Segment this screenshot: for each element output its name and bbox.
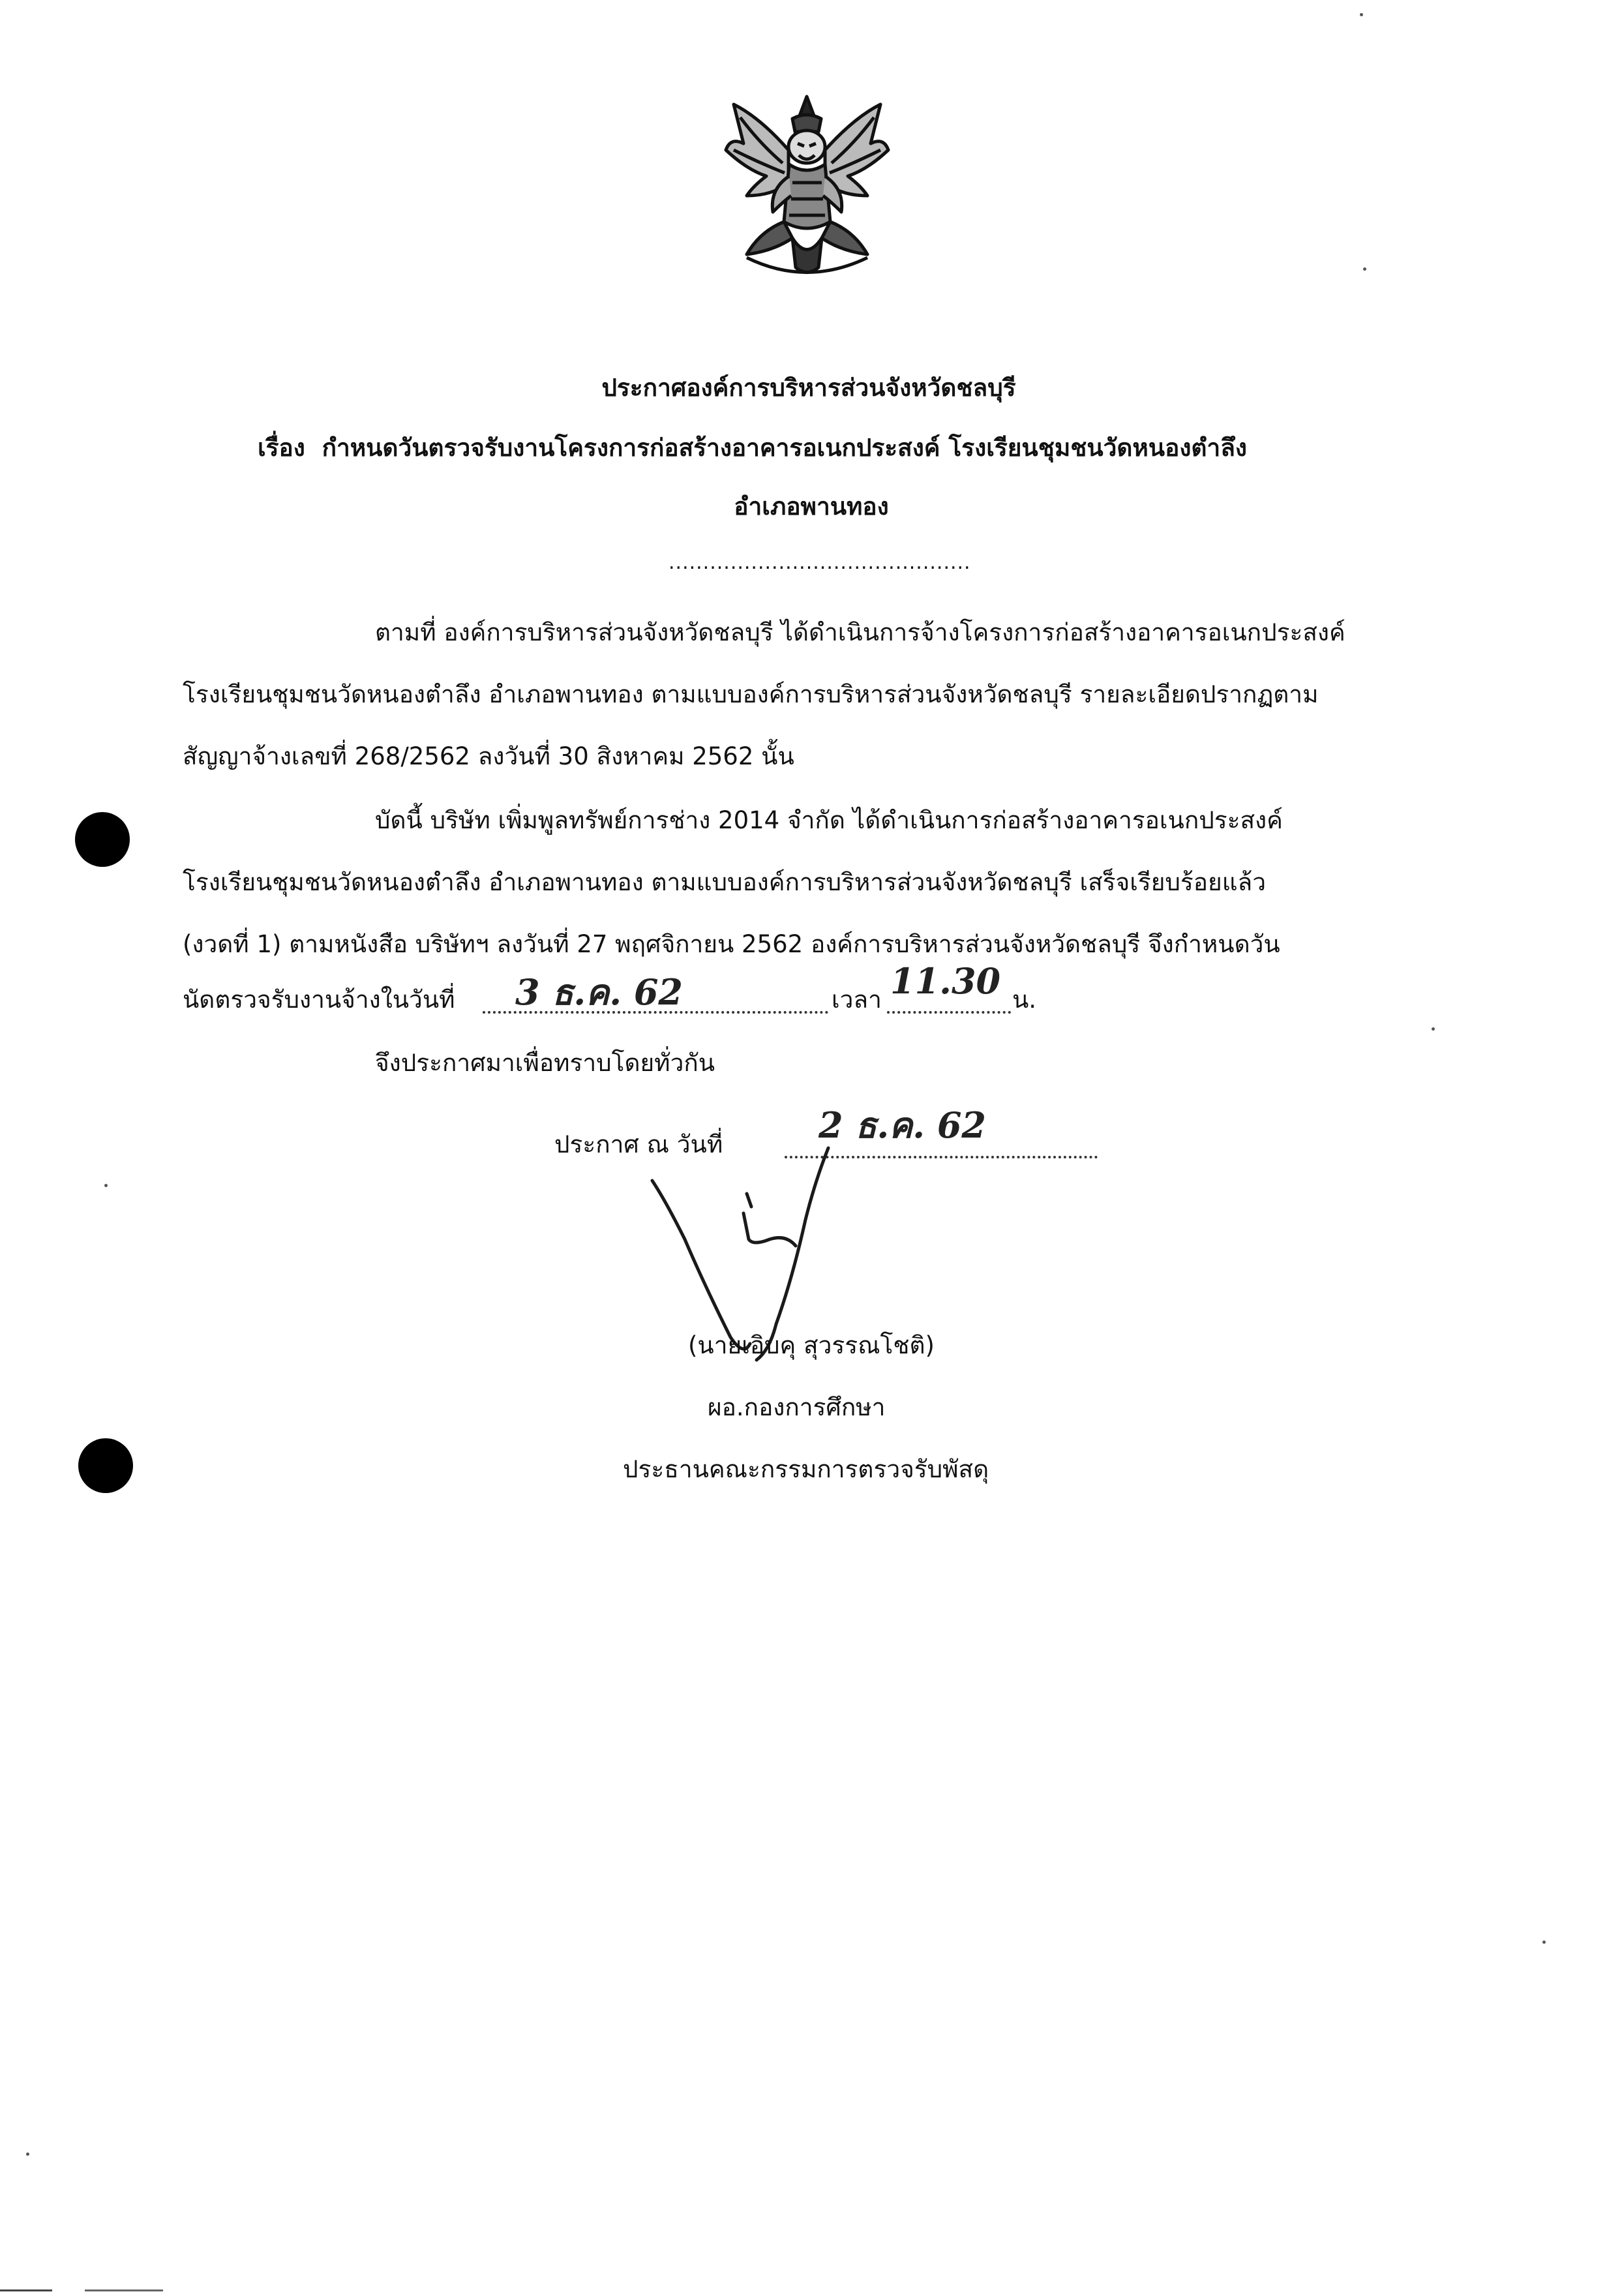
document-subject-line2: อำเภอพานทอง [734,492,889,521]
scan-speck [1432,1027,1435,1031]
scan-speck [1360,13,1363,16]
signatory-position: ผอ.กองการศึกษา [708,1393,886,1421]
paragraph-2-line-3: (งวดที่ 1) ตามหนังสือ บริษัทฯ ลงวันที่ 27 พฤศจิกายน 2562 องค์การบริหารส่วนจังหวัดชลบุรี จึงกำหนดวัน [183,930,1280,958]
inspection-time-unit: น. [1012,986,1037,1014]
closing-statement: จึงประกาศมาเพื่อทราบโดยทั่วกัน [375,1049,715,1077]
inspection-time-dotted-line [887,1011,1011,1014]
inspection-date-handwritten: 3 ธ.ค. 62 [515,971,683,1013]
paragraph-1-line-1: ตามที่ องค์การบริหารส่วนจังหวัดชลบุรี ได้ดำเนินการจ้างโครงการก่อสร้างอาคารอเนกประสงค์ [375,618,1345,646]
scan-speck [104,1184,108,1187]
signatory-role: ประธานคณะกรรมการตรวจรับพัสดุ [623,1455,989,1483]
garuda-emblem-icon [721,91,894,287]
subject-label: เรื่อง [258,434,305,462]
announcement-date-label: ประกาศ ณ วันที่ [554,1130,723,1158]
scan-speck [26,2152,29,2156]
punch-hole-top [75,812,130,867]
document-subject [258,432,1247,464]
paragraph-1-line-2: โรงเรียนชุมชนวัดหนองตำลึง อำเภอพานทอง ตามแบบองค์การบริหารส่วนจังหวัดชลบุรี รายละเอียดปรากฏตาม [183,680,1319,708]
inspection-date-label: นัดตรวจรับงานจ้างในวันที่ [183,986,455,1014]
inspection-time-handwritten: 11.30 [890,960,1001,1002]
subject-text: กำหนดวันตรวจรับงานโครงการก่อสร้างอาคารอเนกประสงค์ โรงเรียนชุมชนวัดหนองตำลึง [322,434,1247,462]
header-separator: ............................................ [668,551,971,574]
scan-edge-mark [85,2289,163,2291]
signatory-name: (นายเอิบคุ สุวรรณโชติ) [688,1331,935,1359]
punch-hole-bottom [78,1438,133,1493]
paragraph-2-line-1: บัดนี้ บริษัท เพิ่มพูลทรัพย์การช่าง 2014 จำกัด ได้ดำเนินการก่อสร้างอาคารอเนกประสงค์ [375,806,1283,834]
document-title: ประกาศองค์การบริหารส่วนจังหวัดชลบุรี [601,374,1016,402]
scan-edge-mark [0,2289,52,2291]
announcement-date-handwritten: 2 ธ.ค. 62 [819,1104,987,1146]
scan-speck [1542,1941,1546,1944]
paragraph-2-line-2: โรงเรียนชุมชนวัดหนองตำลึง อำเภอพานทอง ตามแบบองค์การบริหารส่วนจังหวัดชลบุรี เสร็จเรียบร้อยแล้ว [183,868,1266,896]
inspection-time-label: เวลา [832,986,882,1014]
scan-speck [1363,267,1366,271]
paragraph-1-line-3: สัญญาจ้างเลขที่ 268/2562 ลงวันที่ 30 สิงหาคม 2562 นั้น [183,742,794,770]
